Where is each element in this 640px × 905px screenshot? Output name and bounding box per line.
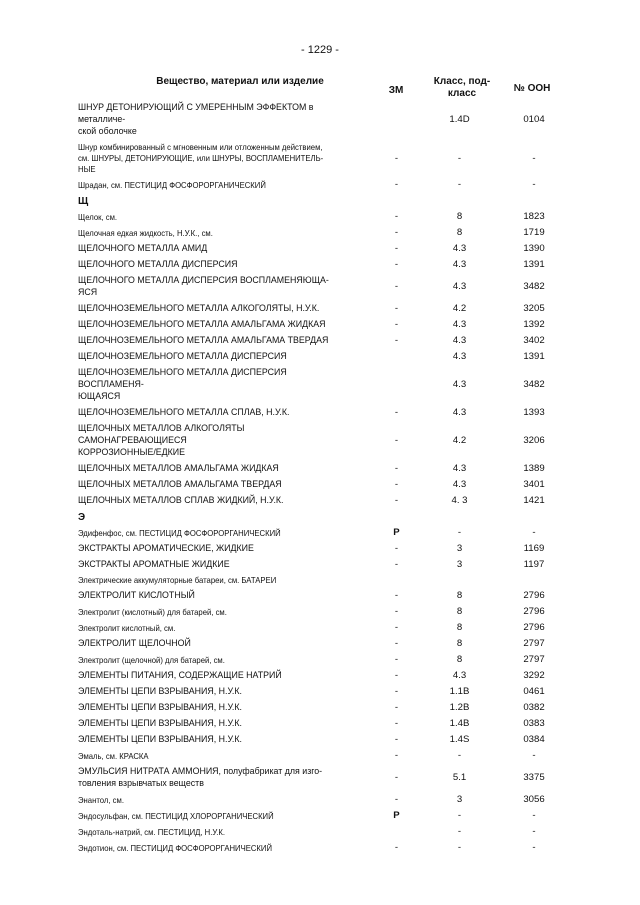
substance-name: ЩЕЛОЧНЫХ МЕТАЛЛОВ АМАЛЬГАМА ТВЕРДАЯ [78,479,282,490]
table-row [78,257,568,273]
un-number-cell: 2796 [523,622,545,633]
substance-name: Эндотион, см. ПЕСТИЦИД ФОСФОРОРГАНИЧЕСКИЙ [78,842,272,853]
zm-cell: - [394,479,399,490]
zm-cell: - [394,259,399,270]
un-number-cell: - [532,152,536,164]
un-number-cell: 3056 [523,794,545,805]
table-row [78,273,568,301]
zm-cell: - [394,463,399,474]
un-number-cell: 1719 [523,227,545,238]
table-row [78,349,568,365]
un-number-cell: - [532,842,536,853]
class-cell: - [457,842,462,853]
substance-name: ЭКСТРАКТЫ АРОМАТИЧЕСКИЕ, ЖИДКИЕ [78,543,254,554]
substance-name: ЭЛЕКТРОЛИТ ЩЕЛОЧНОЙ [78,638,191,649]
substance-name: ШНУР ДЕТОНИРУЮЩИЙ С УМЕРЕННЫМ ЭФФЕКТОМ в металличе- ской оболочке [78,102,314,137]
substance-name: ЩЕЛОЧНЫХ МЕТАЛЛОВ СПЛАВ ЖИДКИЙ, Н.У.К. [78,495,284,506]
substance-name: Эндоталь-натрий, см. ПЕСТИЦИД, Н.У.К. [78,826,226,837]
zm-cell: - [394,227,399,238]
class-cell: - [457,826,462,837]
table-row [78,700,568,716]
class-cell: - [457,527,462,538]
substance-name: ЭЛЕМЕНТЫ ЦЕПИ ВЗРЫВАНИЯ, Н.У.К. [78,702,242,713]
zm-cell: - [394,335,399,346]
un-number-cell: 3482 [523,379,545,390]
class-cell: 4.3 [452,479,467,490]
substance-name: Щелок, см. [78,211,118,222]
un-number-cell: 1391 [523,351,545,362]
class-cell: 8 [456,622,463,633]
zm-cell: - [394,152,399,164]
table-row [78,716,568,732]
table-row [78,241,568,257]
class-cell: 4.2 [452,435,467,446]
table-row [78,477,568,493]
substance-name: Эдифенфос, см. ПЕСТИЦИД ФОСФОРОРГАНИЧЕСКИЙ [78,527,281,538]
class-cell: 1.2B [449,702,470,713]
page-number: - 1229 - [301,44,339,56]
table-row [78,792,568,808]
zm-cell: - [394,750,399,761]
class-cell: 4. 3 [451,495,468,506]
class-cell: - [457,750,462,761]
substance-name: ЭКСТРАКТЫ АРОМАТНЫЕ ЖИДКИЕ [78,559,230,570]
zm-cell: - [394,842,399,853]
un-number-cell: 3292 [523,670,545,681]
substance-name: Шрадан, см. ПЕСТИЦИД ФОСФОРОРГАНИЧЕСКИЙ [78,179,266,190]
substance-name: Электролит (щелочной) для батарей, см. [78,654,225,665]
class-cell: - [457,152,462,164]
class-cell: 8 [456,606,463,617]
zm-cell: - [394,638,399,649]
class-cell: - [457,810,462,821]
zm-cell: - [394,281,399,292]
un-number-cell: 3205 [523,303,545,314]
zm-cell: - [394,559,399,570]
zm-cell: - [394,794,399,805]
zm-cell: - [394,407,399,418]
table-row [78,732,568,748]
substance-name: ЭЛЕМЕНТЫ ЦЕПИ ВЗРЫВАНИЯ, Н.У.К. [78,686,242,697]
zm-cell: - [394,622,399,633]
un-number-cell: 1823 [523,211,545,222]
substance-name: ЭЛЕКТРОЛИТ КИСЛОТНЫЙ [78,590,195,601]
class-cell: 3 [456,559,463,570]
table-row [78,684,568,700]
table-row [78,808,568,824]
zm-cell: - [394,179,399,190]
class-cell: 8 [456,654,463,665]
un-number-cell: 2797 [523,654,545,665]
table-row [78,140,568,177]
un-number-cell: 3375 [523,772,545,783]
un-number-cell: - [532,810,536,821]
substance-name: ЭЛЕМЕНТЫ ЦЕПИ ВЗРЫВАНИЯ, Н.У.К. [78,734,242,745]
substance-name: Электролит (кислотный) для батарей, см. [78,606,227,617]
un-number-cell: 3401 [523,479,545,490]
column-header-un-number: № ООН [513,83,551,94]
un-number-cell: 2796 [523,590,545,601]
un-number-cell: 1391 [523,259,545,270]
un-number-cell: 1169 [523,543,545,554]
substance-name: ЩЕЛОЧНОЗЕМЕЛЬНОГО МЕТАЛЛА АМАЛЬГАМА ЖИДКАЯ [78,319,326,330]
un-number-cell: - [532,750,536,761]
un-number-cell: 2796 [523,606,545,617]
substance-name: Шнур комбинированный с мгновенным или отложенным действием, см. ШНУРЫ, ДЕТОНИРУЮЩИЕ, или ШНУРЫ, ВОСПЛАМЕНИТЕЛЬ- НЫЕ [78,142,324,174]
zm-cell: - [394,702,399,713]
substance-name: Эмаль, см. КРАСКА [78,750,149,761]
un-number-cell: 1390 [523,243,545,254]
zm-cell: - [394,495,399,506]
table-row [78,652,568,668]
zm-cell: - [394,435,399,446]
zm-cell: P [393,810,400,821]
un-number-cell: 1393 [523,407,545,418]
table-row [78,301,568,317]
substance-name: ЭМУЛЬСИЯ НИТРАТА АММОНИЯ, полуфабрикат для изго- товления взрывчатых веществ [78,766,323,789]
column-header-name: Вещество, материал или изделие [156,76,324,87]
table-row [78,604,568,620]
class-cell: 3 [456,543,463,554]
substance-name: ЩЕЛОЧНОГО МЕТАЛЛА ДИСПЕРСИЯ ВОСПЛАМЕНЯЮЩА- ЯСЯ [78,275,329,298]
table-row [78,177,568,193]
class-cell: 8 [456,590,463,601]
class-cell: 4.2 [452,303,467,314]
un-number-cell: 3402 [523,335,545,346]
substance-name: ЩЕЛОЧНОЗЕМЕЛЬНОГО МЕТАЛЛА СПЛАВ, Н.У.К. [78,407,290,418]
substance-name: ЭЛЕМЕНТЫ ЦЕПИ ВЗРЫВАНИЯ, Н.У.К. [78,718,242,729]
column-header-class: Класс, под- класс [433,76,491,99]
table-row [78,365,568,405]
class-cell: 4.3 [452,259,467,270]
class-cell: 1.4B [449,718,470,729]
class-cell: 5.1 [452,772,467,783]
zm-cell: - [394,670,399,681]
substance-name: Электрические аккумуляторные батареи, см. БАТАРЕИ [78,575,277,585]
un-number-cell: 1197 [523,559,545,570]
class-cell: 1.4D [449,114,470,125]
class-cell: 4.3 [452,463,467,474]
table-row [78,461,568,477]
class-cell: 4.3 [452,319,467,330]
class-cell: - [457,179,462,190]
substance-name: ЭЛЕМЕНТЫ ПИТАНИЯ, СОДЕРЖАЩИЕ НАТРИЙ [78,670,282,681]
table-row [78,668,568,684]
table-row [78,636,568,652]
table-row [78,525,568,541]
un-number-cell: 1392 [523,319,545,330]
un-number-cell: 2797 [523,638,545,649]
section-letter: Щ [78,196,89,207]
zm-cell: - [394,686,399,697]
class-cell: 4.3 [452,351,467,362]
class-cell: 4.3 [452,670,467,681]
class-cell: 8 [456,227,463,238]
substance-name: Эндосульфан, см. ПЕСТИЦИД ХЛОРОРГАНИЧЕСКИЙ [78,810,274,821]
class-cell: 1.1B [449,686,470,697]
table-row [78,824,568,840]
substances-table [78,100,568,856]
table-row [78,209,568,225]
un-number-cell: 3206 [523,435,545,446]
substance-name: ЩЕЛОЧНОЗЕМЕЛЬНОГО МЕТАЛЛА АМАЛЬГАМА ТВЕРДАЯ [78,335,329,346]
un-number-cell: 1389 [523,463,545,474]
table-row [78,764,568,792]
zm-cell: - [394,211,399,222]
un-number-cell: 0104 [523,114,545,125]
un-number-cell: 0382 [523,702,545,713]
substance-name: ЩЕЛОЧНОГО МЕТАЛЛА АМИД [78,243,208,254]
class-cell: 4.3 [452,281,467,292]
class-cell: 4.3 [452,407,467,418]
zm-cell: - [394,718,399,729]
zm-cell: - [394,734,399,745]
table-row [78,557,568,573]
class-cell: 1.4S [449,734,470,745]
class-cell: 8 [456,211,463,222]
substance-name: ЩЕЛОЧНОЗЕМЕЛЬНОГО МЕТАЛЛА ДИСПЕРСИЯ ВОСПЛАМЕНЯ- ЮЩАЯСЯ [78,367,287,402]
un-number-cell: 0384 [523,734,545,745]
zm-cell: - [394,303,399,314]
table-row [78,573,568,588]
class-cell: 3 [456,794,463,805]
section-letter: Э [78,512,86,523]
table-row [78,317,568,333]
zm-cell: - [394,606,399,617]
substance-name: Электролит кислотный, см. [78,622,176,633]
class-cell: 4.3 [452,243,467,254]
zm-cell: P [393,527,400,538]
table-row [78,100,568,140]
table-row [78,405,568,421]
column-header-zm: ЗМ [388,85,404,96]
table-row [78,840,568,856]
table-row [78,620,568,636]
substance-name: ЩЕЛОЧНЫХ МЕТАЛЛОВ АЛКОГОЛЯТЫ САМОНАГРЕВАЮЩИЕСЯ КОРРОЗИОННЫЕ/ЕДКИЕ [78,423,245,458]
substance-name: ЩЕЛОЧНОЗЕМЕЛЬНОГО МЕТАЛЛА ДИСПЕРСИЯ [78,351,287,362]
table-row [78,588,568,604]
un-number-cell: - [532,527,536,538]
zm-cell: - [394,243,399,254]
zm-cell: - [394,543,399,554]
table-row [78,541,568,557]
table-row [78,333,568,349]
un-number-cell: 0383 [523,718,545,729]
zm-cell: - [394,590,399,601]
zm-cell: - [394,654,399,665]
class-cell: 4.3 [452,335,467,346]
table-row [78,225,568,241]
un-number-cell: - [532,826,536,837]
substance-name: ЩЕЛОЧНОГО МЕТАЛЛА ДИСПЕРСИЯ [78,259,238,270]
table-row [78,748,568,764]
substance-name: Щелочная едкая жидкость, Н.У.К., см. [78,227,213,238]
substance-name: ЩЕЛОЧНЫХ МЕТАЛЛОВ АМАЛЬГАМА ЖИДКАЯ [78,463,279,474]
un-number-cell: 3482 [523,281,545,292]
un-number-cell: - [532,179,536,190]
class-cell: 8 [456,638,463,649]
zm-cell: - [394,772,399,783]
class-cell: 4.3 [452,379,467,390]
substance-name: Энантол, см. [78,794,124,805]
substance-name: ЩЕЛОЧНОЗЕМЕЛЬНОГО МЕТАЛЛА АЛКОГОЛЯТЫ, Н.У.К. [78,303,320,314]
table-row [78,493,568,509]
un-number-cell: 0461 [523,686,545,697]
un-number-cell: 1421 [523,495,545,506]
zm-cell: - [394,319,399,330]
table-row [78,421,568,461]
